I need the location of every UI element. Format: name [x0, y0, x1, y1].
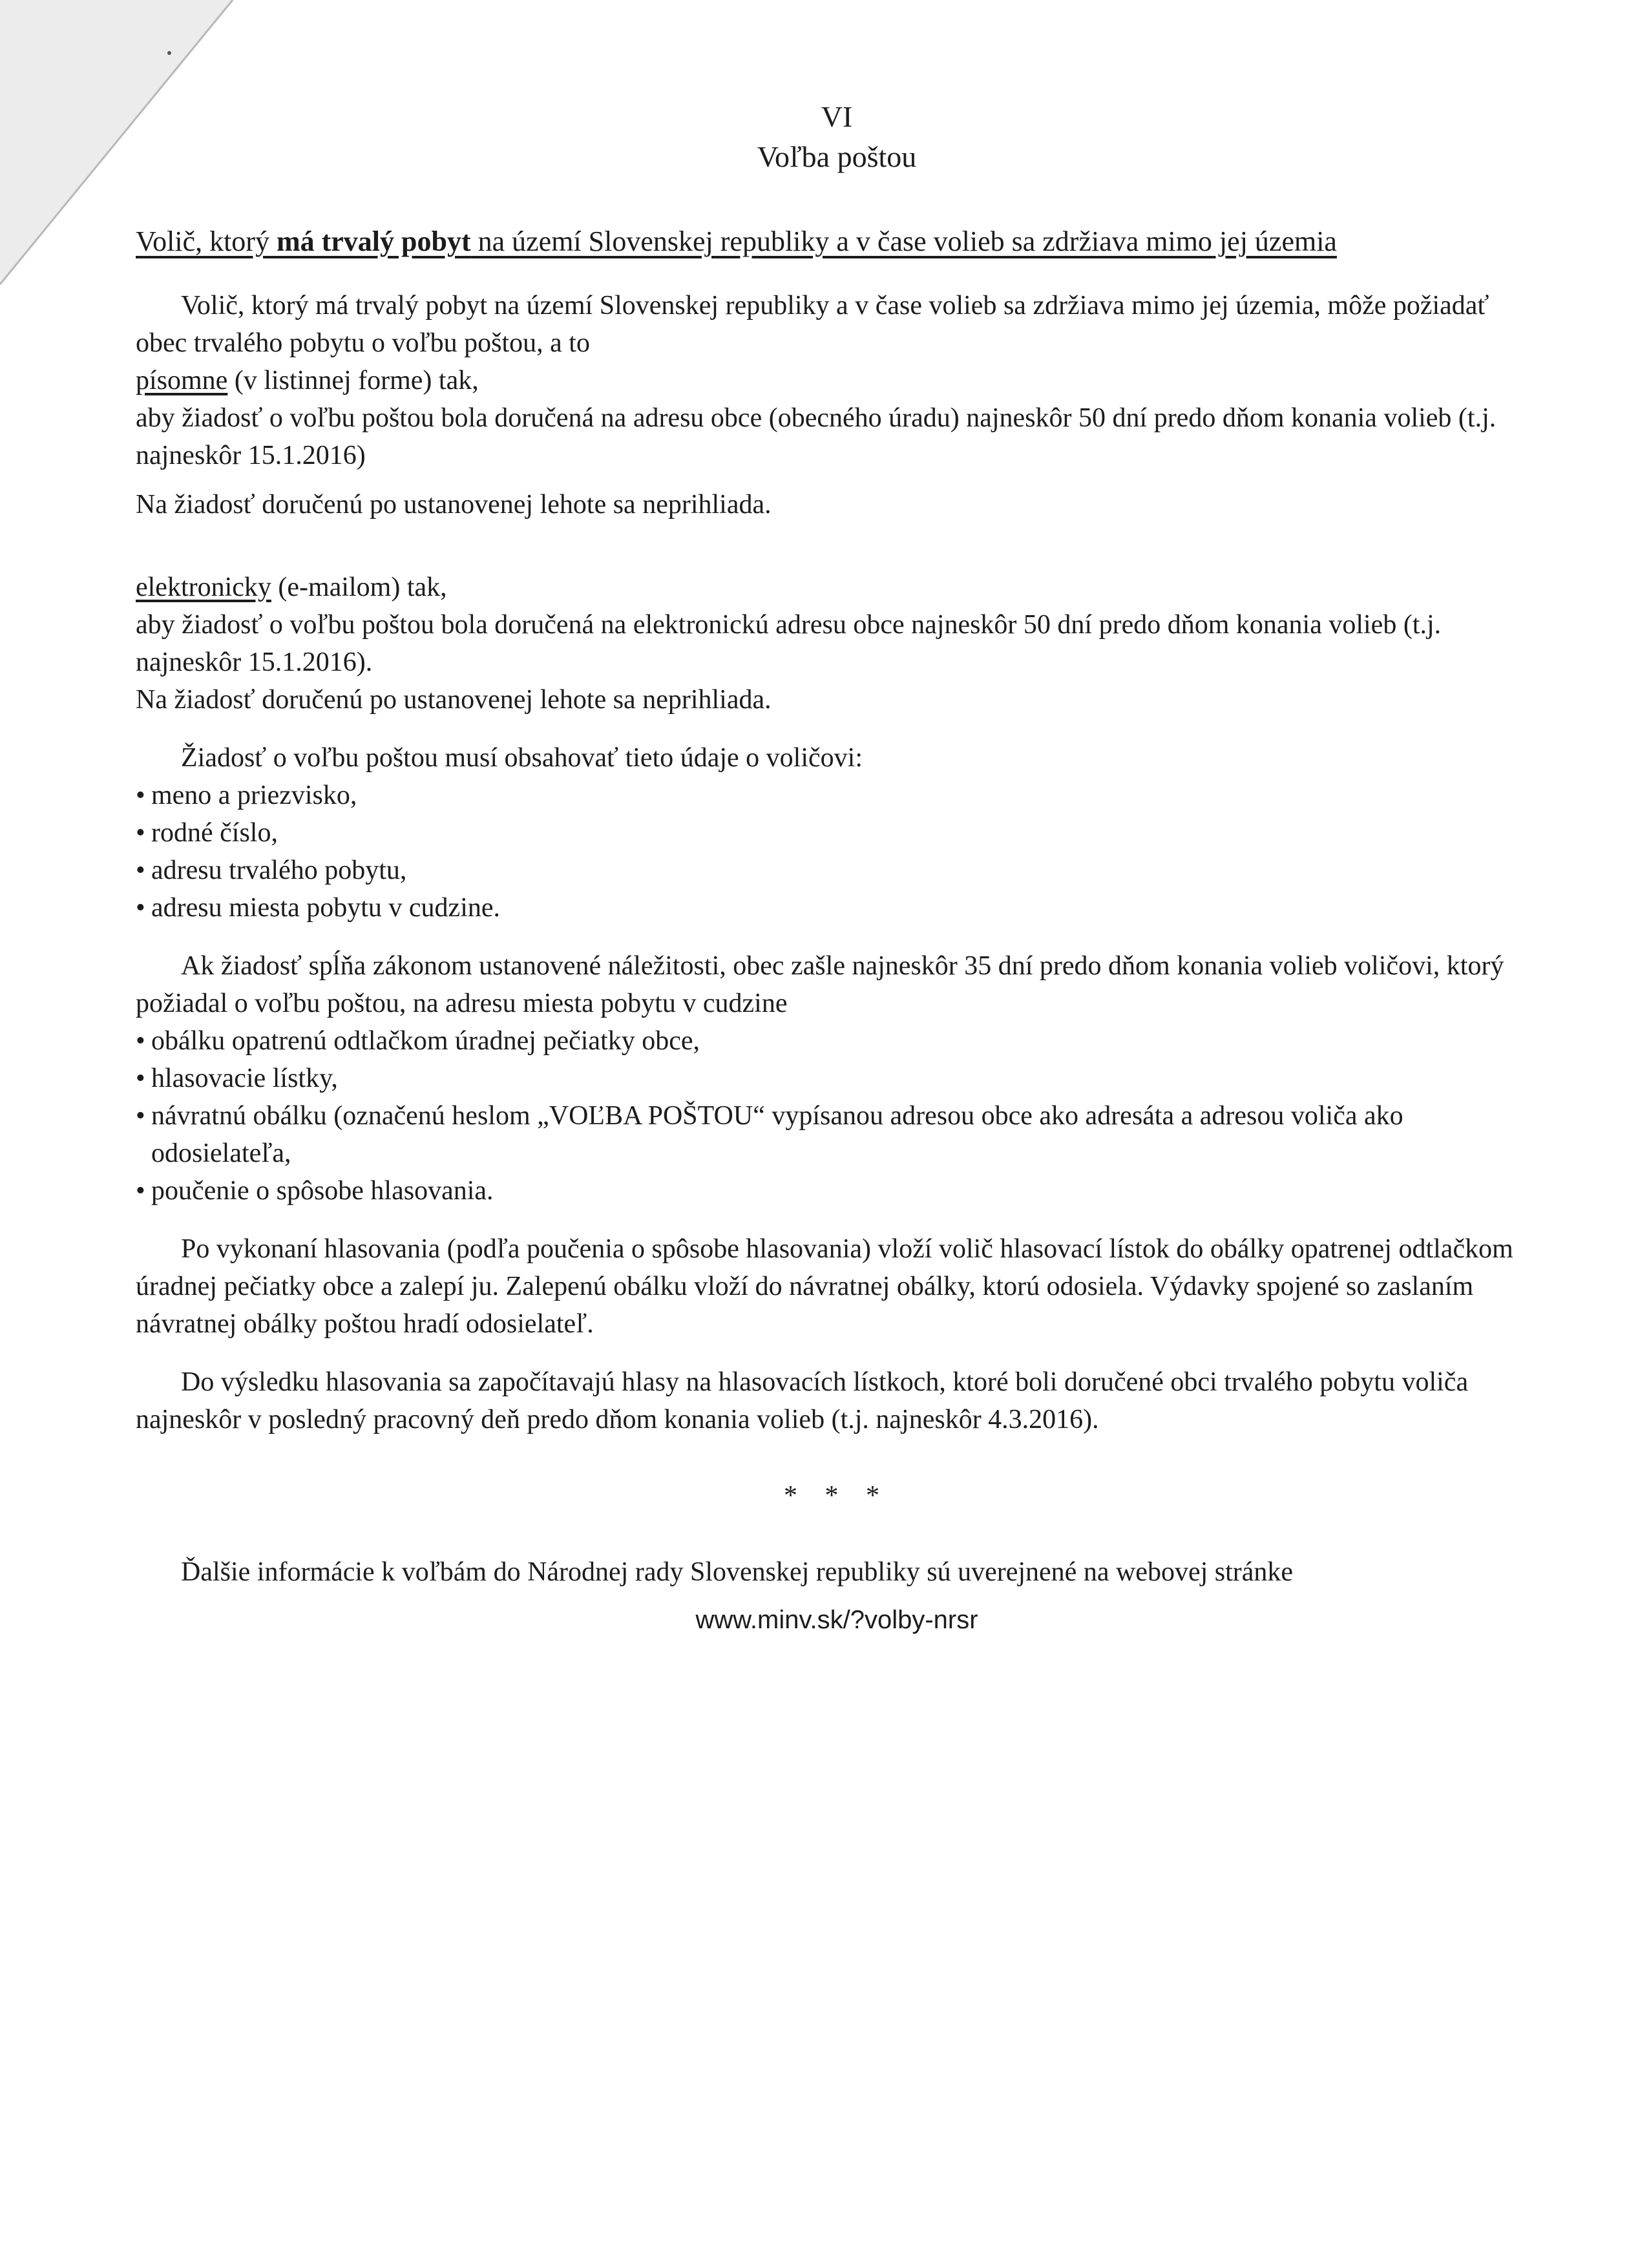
list-item: • obálku opatrenú odtlačkom úradnej pečiatky obce,	[136, 1022, 1538, 1060]
list-item: • meno a priezvisko,	[136, 777, 1538, 814]
sending-intro: Ak žiadosť spĺňa zákonom ustanovené náležitosti, obec zašle najneskôr 35 dní predo dňom konania volieb voličovi, ktorý požiadal o voľbu poštou, na adresu miesta pobytu v cudzine	[136, 951, 1504, 1018]
written-label: písomne	[136, 366, 228, 395]
list-item: • poučenie o spôsobe hlasovania.	[136, 1172, 1538, 1210]
electronic-text: aby žiadosť o voľbu poštou bola doručená na elektronickú adresu obce najneskôr 50 dní predo dňom konania volieb (t.j. najneskôr 15.1.2016).	[136, 610, 1442, 677]
chapter-number: VI	[821, 100, 853, 133]
electronic-label: elektronicky	[136, 572, 271, 602]
list-item: • hlasovacie lístky,	[136, 1060, 1538, 1097]
electronic-method	[136, 569, 1538, 606]
voting-paragraph: Po vykonaní hlasovania (podľa poučenia o spôsobe hlasovania) vloží volič hlasovací lístok do obálky opatrenej odtlačkom úradnej pečiatky obce a zalepí ju. Zalepenú obálku vloží do návratnej obálky, ktorú odosiela. Výdavky spojené so zaslaním návratnej obálky poštou hradí odosielateľ.	[136, 1234, 1513, 1339]
written-method	[136, 362, 1538, 399]
request-intro: Žiadosť o voľbu poštou musí obsahovať tieto údaje o voličovi:	[181, 743, 863, 773]
sending-list	[136, 1022, 1538, 1210]
electronic-note: Na žiadosť doručenú po ustanovenej lehote sa neprihliada.	[136, 685, 772, 715]
website-url: www.minv.sk/?volby-nrsr	[695, 1606, 978, 1634]
list-item: • adresu trvalého pobytu,	[136, 852, 1538, 889]
separator-stars: * * *	[784, 1481, 890, 1511]
list-item: • adresu miesta pobytu v cudzine.	[136, 889, 1538, 927]
chapter-title: Voľba poštou	[757, 140, 917, 173]
document-page	[136, 97, 1538, 1639]
list-item: • návratnú obálku (označenú heslom „VOĽBA POŠTOU“ vypísanou adresou obce ako adresáta a adresou voliča ako odosielateľa,	[136, 1097, 1538, 1172]
closing-paragraph: Ďalšie informácie k voľbám do Národnej rady Slovenskej republiky sú uverejnené na webovej stránke	[181, 1557, 1294, 1587]
written-text: aby žiadosť o voľbu poštou bola doručená na adresu obce (obecného úradu) najneskôr 50 dní predo dňom konania volieb (t.j. najneskôr 15.1.2016)	[136, 403, 1497, 470]
electronic-label-rest: (e-mailom) tak,	[271, 572, 447, 602]
section-title-bold: má trvalý pobyt	[276, 226, 471, 257]
section-title-end: na území Slovenskej republiky a v čase volieb sa zdržiava mimo jej územia	[470, 226, 1337, 257]
section-title-start: Volič, ktorý	[136, 226, 277, 257]
written-label-rest: (v listinnej forme) tak,	[227, 366, 479, 395]
counting-paragraph: Do výsledku hlasovania sa započítavajú hlasy na hlasovacích lístkoch, ktoré boli doručené obci trvalého pobytu voliča najneskôr v posledný pracovný deň predo dňom konania volieb (t.j. najneskôr 4.3.2016).	[136, 1367, 1469, 1434]
section-title	[136, 222, 1538, 261]
intro-paragraph: Volič, ktorý má trvalý pobyt na území Slovenskej republiky a v čase volieb sa zdržiava mimo jej územia, môže požiadať obec trvalého pobytu o voľbu poštou, a to	[136, 291, 1489, 358]
written-note: Na žiadosť doručenú po ustanovenej lehote sa neprihliada.	[136, 490, 772, 520]
request-list	[136, 777, 1538, 927]
list-item: • rodné číslo,	[136, 814, 1538, 852]
